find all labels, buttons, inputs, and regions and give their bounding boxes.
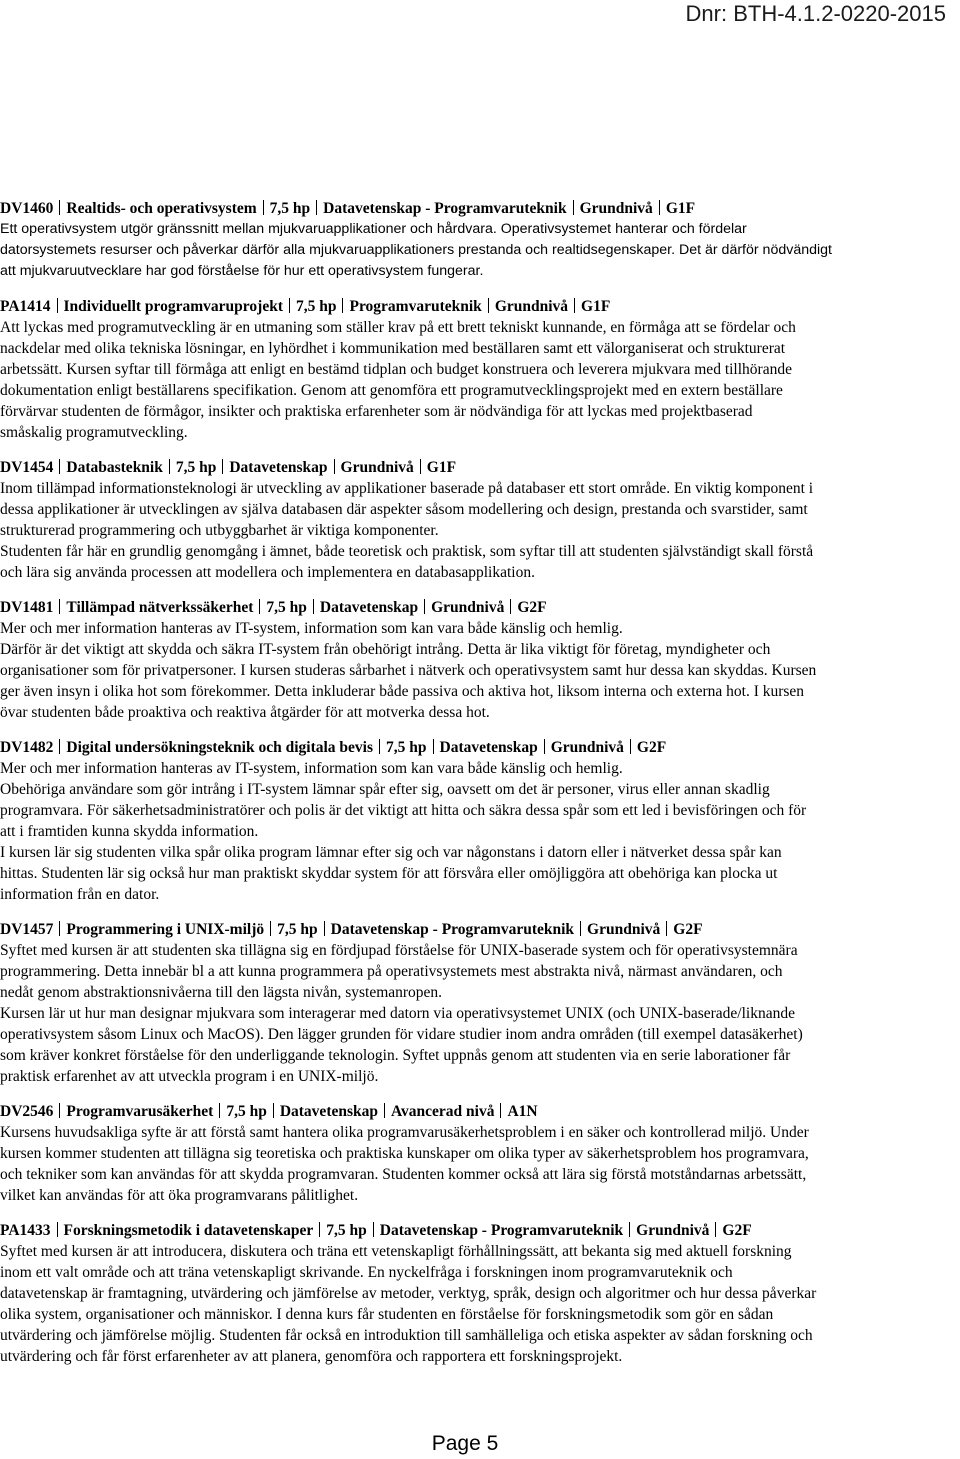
separator <box>59 599 60 614</box>
course-entry <box>0 1220 930 1367</box>
separator <box>629 1222 630 1237</box>
course-description: Inom tillämpad informationsteknologi är utveckling av applikationer baserade på databaser ett stort område. En viktig komponent i dessa applikationer är utvecklingen av själva databasen där aspekter såsom modellering och design, prestanda och svarstider, samt strukturerad programmering och utbyggbarhet är viktiga komponenter. Studenten får här en grundlig genomgång i ämnet, både teoretisk och praktisk, som syftar till att studenten självständigt skall förstå och lära sig använda processen att modellera och implementera en databasapplikation. <box>0 480 814 581</box>
separator <box>313 599 314 614</box>
course-entry <box>0 919 930 1087</box>
course-code: PA1433 <box>0 1222 51 1239</box>
course-subject: Datavetenskap - Programvaruteknik <box>379 1222 624 1239</box>
course-level: Grundnivå <box>550 739 624 756</box>
separator <box>334 459 335 474</box>
separator <box>59 921 60 936</box>
course-code: DV1457 <box>0 921 54 938</box>
course-description: Mer och mer information hanteras av IT-system, information som kan vara både känslig och hemlig. Därför är det viktigt att skydda och säkra IT-system från obehörigt intrång. Detta är lika viktigt för företag, myndigheter och organisationer som för privatpersoner. I kursen studeras sårbarhet i nätverk och operativsystem samt hur dessa kan skyddas. Kursen ger även insyn i olika hot som förekommer. Detta inkluderar både passiva och aktiva hot, liksom interna och externa hot. I kursen övar studenten både proaktiva och reaktiva åtgärder för att motverka dessa hot. <box>0 620 817 721</box>
separator <box>316 200 317 215</box>
course-credits: 7,5 hp <box>175 459 217 476</box>
course-heading <box>0 296 930 317</box>
separator <box>263 200 264 215</box>
separator <box>573 200 574 215</box>
course-description: Att lyckas med programutveckling är en utmaning som ställer krav på ett brett tekniskt kunnande, en förmåga att se fördelar och nackdelar med olika tekniska lösningar, en lyhördhet i kommunikation med beställaren samt ett välorganiserat och strukturerat arbetssätt. Kursen syftar till förmåga att enligt en bestämd tidplan och budget konstruera och leverera mjukvara med tillhörande dokumentation enligt beställarens specifikation. Genom att genomföra ett programutvecklingsprojekt med en extern beställare förvärvar studenten de förmågor, insikter och praktiska erfarenheter som är nödvändiga för att lyckas med projektbaserad småskalig programutveckling. <box>0 319 796 441</box>
course-heading <box>0 1220 930 1241</box>
course-code: DV1482 <box>0 739 54 756</box>
separator <box>510 599 511 614</box>
course-entry <box>0 296 930 443</box>
course-level-code: A1N <box>507 1103 538 1120</box>
separator <box>630 739 631 754</box>
course-entry <box>0 457 930 583</box>
course-level-code: G2F <box>517 599 547 616</box>
separator <box>500 1103 501 1118</box>
separator <box>420 459 421 474</box>
separator <box>169 459 170 474</box>
course-description: Ett operativsystem utgör gränssnitt mellan mjukvaruapplikationer och hårdvara. Operativsystemet hanterar och fördelar datorsystemets resurser och påverkar därför alla mjukvaruapplikationers prestanda och realtidsegenskaper. Det är därför nödvändigt att mjukvaruutvecklare har god förståelse för hur ett operativsystem fungerar. <box>0 221 832 279</box>
course-level-code: G2F <box>673 921 703 938</box>
separator <box>488 298 489 313</box>
separator <box>319 1222 320 1237</box>
course-name: Databasteknik <box>66 459 163 476</box>
separator <box>59 1103 60 1118</box>
course-entry <box>0 1101 930 1206</box>
course-name: Individuellt programvaruprojekt <box>63 298 283 315</box>
course-entry <box>0 198 930 282</box>
course-level: Grundnivå <box>431 599 505 616</box>
course-heading <box>0 1101 930 1122</box>
course-level: Grundnivå <box>494 298 569 315</box>
course-subject: Datavetenskap - Programvaruteknik <box>323 200 567 217</box>
course-level-code: G2F <box>722 1222 752 1239</box>
course-code: DV1454 <box>0 459 54 476</box>
course-level-code: G1F <box>426 459 457 476</box>
course-code: DV2546 <box>0 1103 54 1120</box>
course-level: Grundnivå <box>579 200 653 217</box>
separator <box>659 200 660 215</box>
separator <box>433 739 434 754</box>
separator <box>373 1222 374 1237</box>
separator <box>273 1103 274 1118</box>
course-entry <box>0 597 930 723</box>
course-code: PA1414 <box>0 298 51 315</box>
course-level-code: G1F <box>581 298 611 315</box>
course-code: DV1481 <box>0 599 54 616</box>
separator <box>259 599 260 614</box>
course-heading <box>0 737 930 758</box>
separator <box>59 459 60 474</box>
course-subject: Datavetenskap <box>439 739 538 756</box>
separator <box>324 921 325 936</box>
course-heading <box>0 597 930 618</box>
course-level: Avancerad nivå <box>391 1103 495 1120</box>
course-credits: 7,5 hp <box>295 298 337 315</box>
course-name: Programmering i UNIX-miljö <box>66 921 265 938</box>
course-level: Grundnivå <box>340 459 414 476</box>
course-subject: Datavetenskap <box>229 459 328 476</box>
course-heading <box>0 457 930 478</box>
course-description: Syftet med kursen är att studenten ska tillägna sig en fördjupad förståelse för UNIX-baserade system och för operativsystemnära programmering. Detta innebär bl a att kunna programmera på operativsystemets mest abstrakta nivå, närmast användaren, och nedåt genom abstraktionsnivåerna till den lägsta nivån, systemanropen. Kursen lär ut hur man designar mjukvara som interagerar med datorn via operativsystemet UNIX (och UNIX-baserade/liknande operativsystem såsom Linux och MacOS). Den lägger grunden för vidare studier inom andra områden (till exempel datasäkerhet) som kräver konkret förståelse för den underliggande teknologin. Syftet uppnås genom att studenten via en serie laborationer får praktisk erfarenhet av att utveckla program i en UNIX-miljö. <box>0 942 803 1085</box>
separator <box>270 921 271 936</box>
course-name: Forskningsmetodik i datavetenskaper <box>63 1222 314 1239</box>
separator <box>59 200 60 215</box>
course-name: Digital undersökningsteknik och digitala bevis <box>66 739 374 756</box>
course-description: Mer och mer information hanteras av IT-system, information som kan vara både känslig och hemlig. Obehöriga användare som gör intrång i IT-system lämnar spår efter sig, oavsett om det är personer, virus eller annan skadlig programvara. För säkerhetsadministratörer och polis är det viktigt att hitta och säkra dessa spår som ett led i bevisföringen och för att i framtiden kunna skydda information. I kursen lär sig studenten vilka spår olika program lämnar efter sig och var någonstans i datorn eller i nätverket dessa spår kan hittas. Studenten lär sig också hur man praktiskt skyddar system för att försvåra eller omöjliggöra att obehöriga kan plocka ut information från en dator. <box>0 760 807 903</box>
course-credits: 7,5 hp <box>386 739 427 756</box>
course-entry <box>0 737 930 905</box>
course-description: Kursens huvudsakliga syfte är att förstå samt hantera olika programvarusäkerhetsproblem i en säker och kontrollerad miljö. Under kursen kommer studenten att tillägna sig teoretiska och praktiska kunskaper om olika typer av säkerhetsproblem hos programvara, och tekniker som kan användas för att skydda programvaran. Studenten kommer också att lära sig förstå motståndarnas arbetssätt, vilket kan användas för att öka programvarans pålitlighet. <box>0 1124 809 1204</box>
separator <box>666 921 667 936</box>
course-name: Realtids- och operativsystem <box>66 200 257 217</box>
separator <box>59 739 60 754</box>
course-level-code: G2F <box>636 739 667 756</box>
course-description: Syftet med kursen är att introducera, diskutera och träna ett vetenskapligt förhållningssätt, att bekanta sig med aktuell forskning inom ett valt område och att träna vetenskapligt skrivande. En nyckelfråga i forskningen inom programvaruteknik och datavetenskap är framtagning, utvärdering och jämförelse av metoder, verktyg, språk, design och algoritmer och hur dessa påverkar olika system, organisationer och människor. I denna kurs får studenten en förståelse för forskningsmetodik som gör en sådan utvärdering och jämförelse möjlig. Studenten får också en introduktion till samhälleliga och etiska aspekter av sådan forskning och utvärdering och får först erfarenheter av att planera, genomföra och rapportera ett forskningsprojekt. <box>0 1243 817 1365</box>
separator <box>57 1222 58 1237</box>
course-heading <box>0 919 930 940</box>
course-name: Tillämpad nätverkssäkerhet <box>66 599 254 616</box>
course-credits: 7,5 hp <box>266 599 307 616</box>
separator <box>715 1222 716 1237</box>
document-reference-number: Dnr: BTH-4.1.2-0220-2015 <box>685 1 946 26</box>
course-heading <box>0 198 930 219</box>
course-subject: Programvaruteknik <box>349 298 482 315</box>
course-credits: 7,5 hp <box>269 200 311 217</box>
course-level: Grundnivå <box>636 1222 710 1239</box>
separator <box>342 298 343 313</box>
separator <box>384 1103 385 1118</box>
course-credits: 7,5 hp <box>226 1103 267 1120</box>
separator <box>379 739 380 754</box>
course-subject: Datavetenskap - Programvaruteknik <box>330 921 575 938</box>
course-name: Programvarusäkerhet <box>66 1103 214 1120</box>
separator <box>222 459 223 474</box>
separator <box>57 298 58 313</box>
separator <box>424 599 425 614</box>
course-subject: Datavetenskap <box>319 599 419 616</box>
course-subject: Datavetenskap <box>279 1103 378 1120</box>
page-number: Page 5 <box>431 1432 499 1455</box>
course-credits: 7,5 hp <box>326 1222 367 1239</box>
separator <box>580 921 581 936</box>
course-credits: 7,5 hp <box>277 921 318 938</box>
course-level: Grundnivå <box>587 921 661 938</box>
separator <box>574 298 575 313</box>
course-level-code: G1F <box>665 200 696 217</box>
course-list <box>0 198 930 1381</box>
separator <box>289 298 290 313</box>
separator <box>219 1103 220 1118</box>
separator <box>544 739 545 754</box>
course-code: DV1460 <box>0 200 54 217</box>
